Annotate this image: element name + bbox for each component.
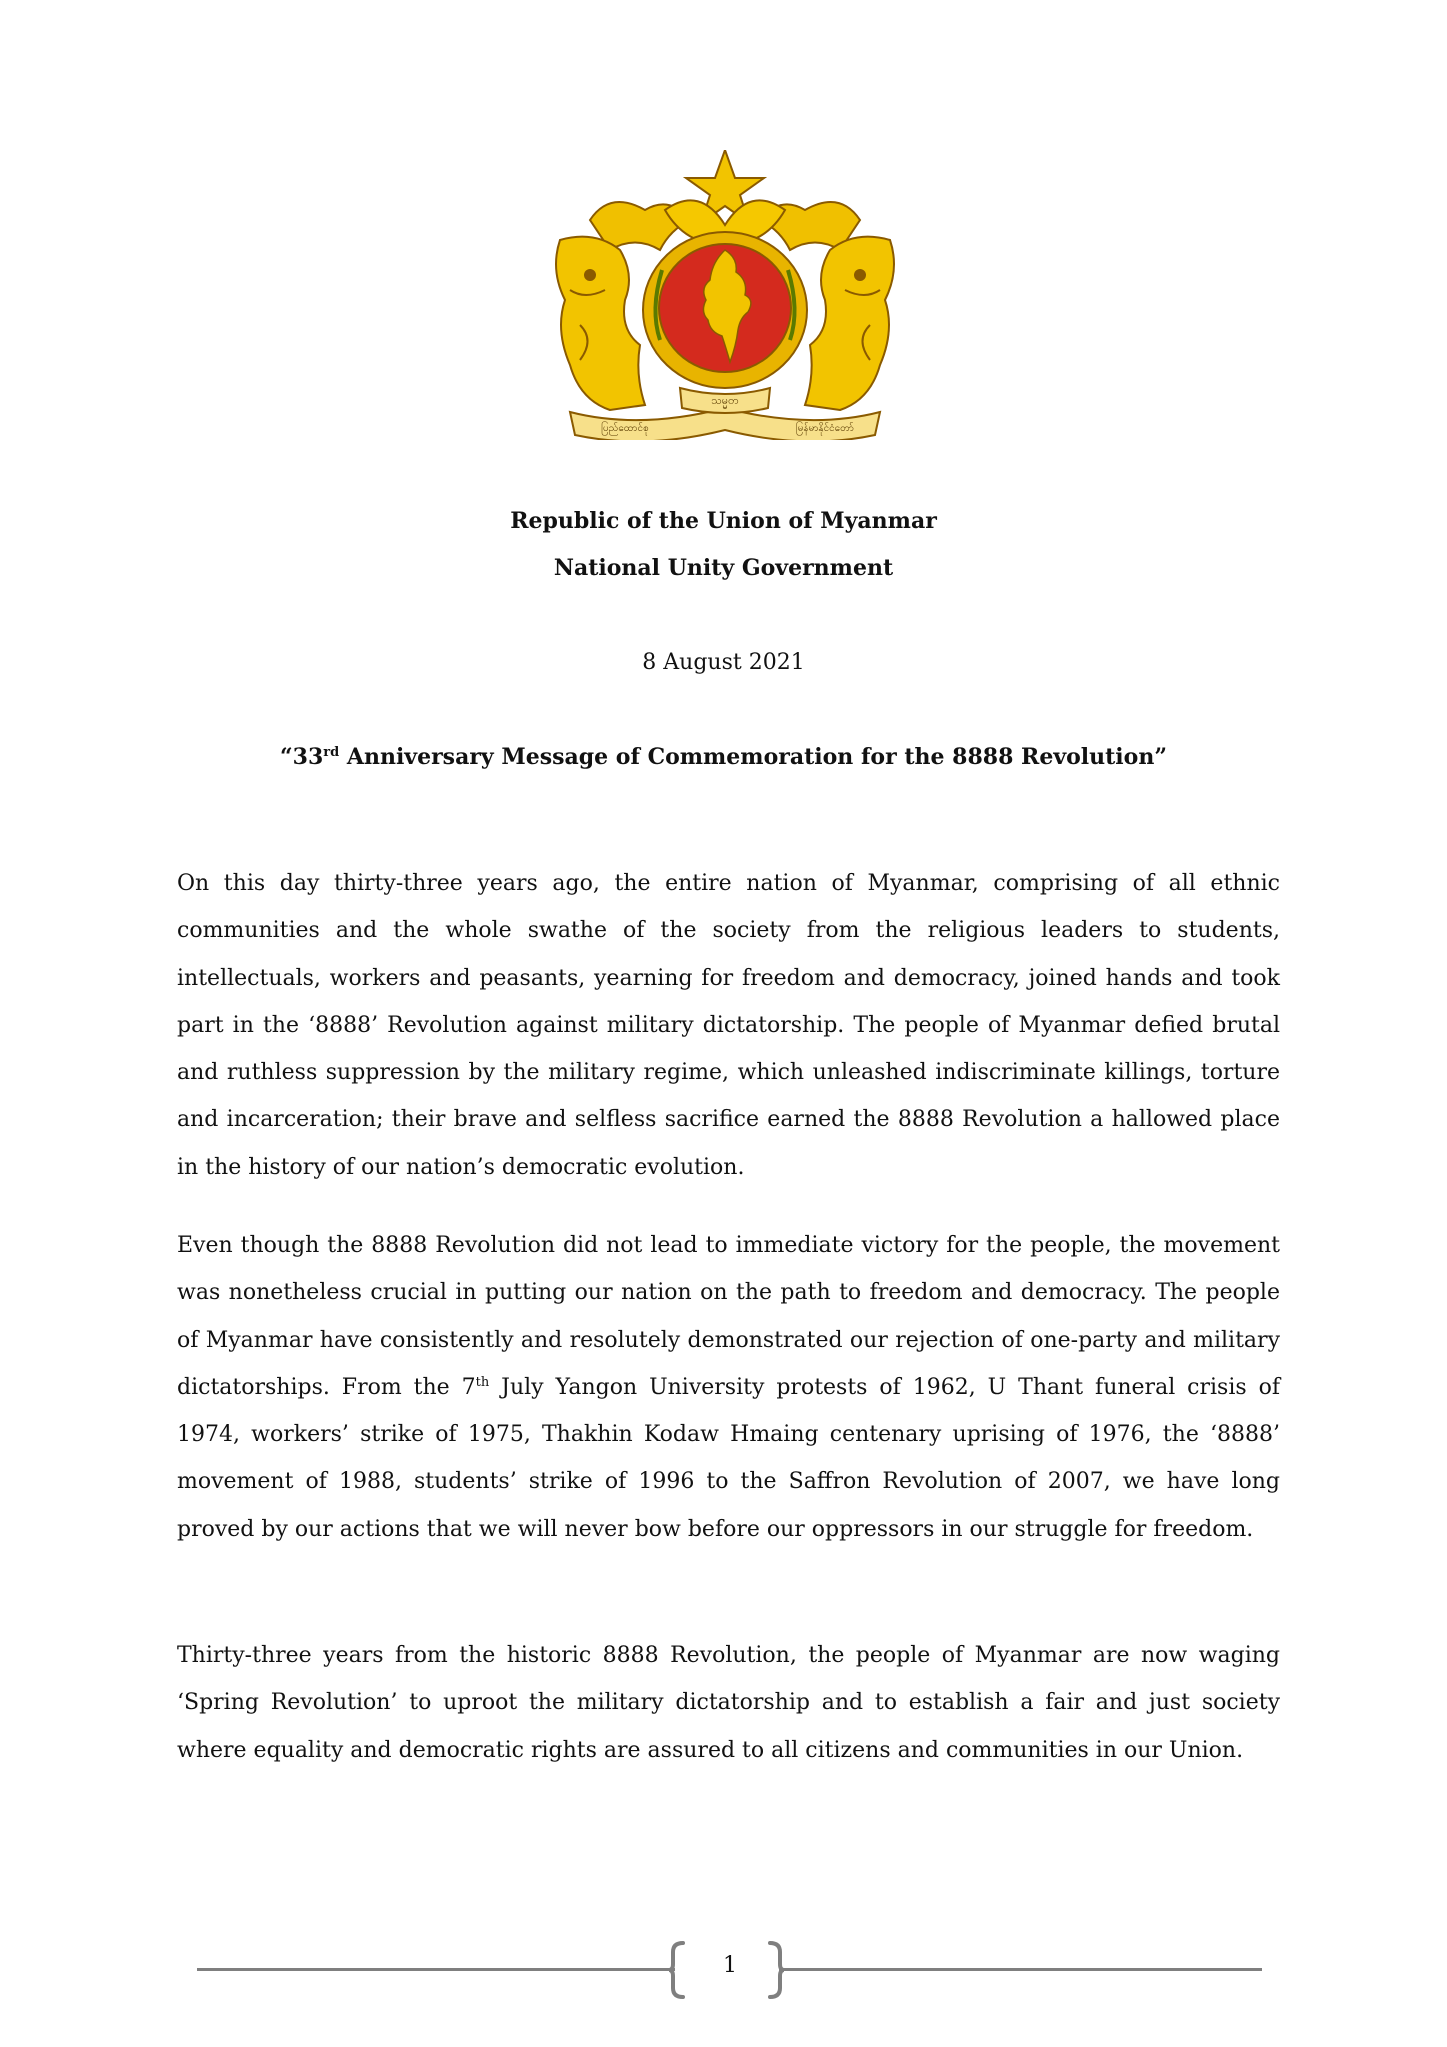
paragraph-1: On this day thirty-three years ago, the entire nation of Myanmar, comprising of all ethnic communities and the whole swathe of the society from the religious leaders to students, intellectuals, workers and peasants, yearning for freedom and democracy, joined hands and took part in the ‘8888’ Revolution against military dictatorship. The people of Myanmar defied brutal and ruthless suppression by the military regime, which unleashed indiscriminate killings, torture and incarceration; their brave and selfless sacrifice earned the 8888 Revolution a hallowed place in the history of our nation’s democratic evolution. [177,871,1280,1180]
footer-rule-right [779,1968,1262,1971]
paragraph-2 [177,1222,1280,1553]
paragraph-2-before: Even though the 8888 Revolution did not lead to immediate victory for the people, the movement was nonetheless crucial in putting our nation on the path to freedom and democracy. The people of Myanmar have consistently and resolutely demonstrated our rejection of one-party and military dictatorships. From the 7 [177,1233,1280,1400]
right-brace-icon [766,1940,786,2000]
message-title-open: “33 [280,744,324,770]
paragraph-3: Thirty-three years from the historic 8888 Revolution, the people of Myanmar are now waging ‘Spring Revolution’ to uproot the military dictatorship and to establish a fair and just society where equality and democratic rights are assured to all citizens and communities in our Union. [177,1643,1280,1763]
footer-rule-left [197,1968,675,1971]
message-title-sup: rd [323,745,340,760]
banner-right-text: မြန်မာနိုင်ငံတော် [796,423,854,434]
page-number: 1 [723,1953,737,1978]
state-seal-icon [550,150,900,440]
message-title [0,744,1447,770]
document-date: 8 August 2021 [642,650,805,675]
message-title-rest: Anniversary Message of Commemoration for the 8888 Revolution” [339,744,1167,770]
banner-center-text: သမ္မတ [711,394,739,407]
header-government: National Unity Government [553,555,894,581]
paragraph-2-sup: th [475,1374,490,1390]
banner-left-text: ပြည်ထောင်စု [601,423,649,434]
header-country: Republic of the Union of Myanmar [510,508,937,534]
left-brace-icon [667,1940,687,2000]
paragraph-2-after: July Yangon University protests of 1962, U Thant funeral crisis of 1974, workers’ strike of 1975, Thakhin Kodaw Hmaing centenary uprising of 1976, the ‘8888’ movement of 1988, students’ strike of 1996 to the Saffron Revolution of 2007, we have long proved by our actions that we will never bow before our oppressors in our struggle for freedom. [177,1374,1280,1542]
